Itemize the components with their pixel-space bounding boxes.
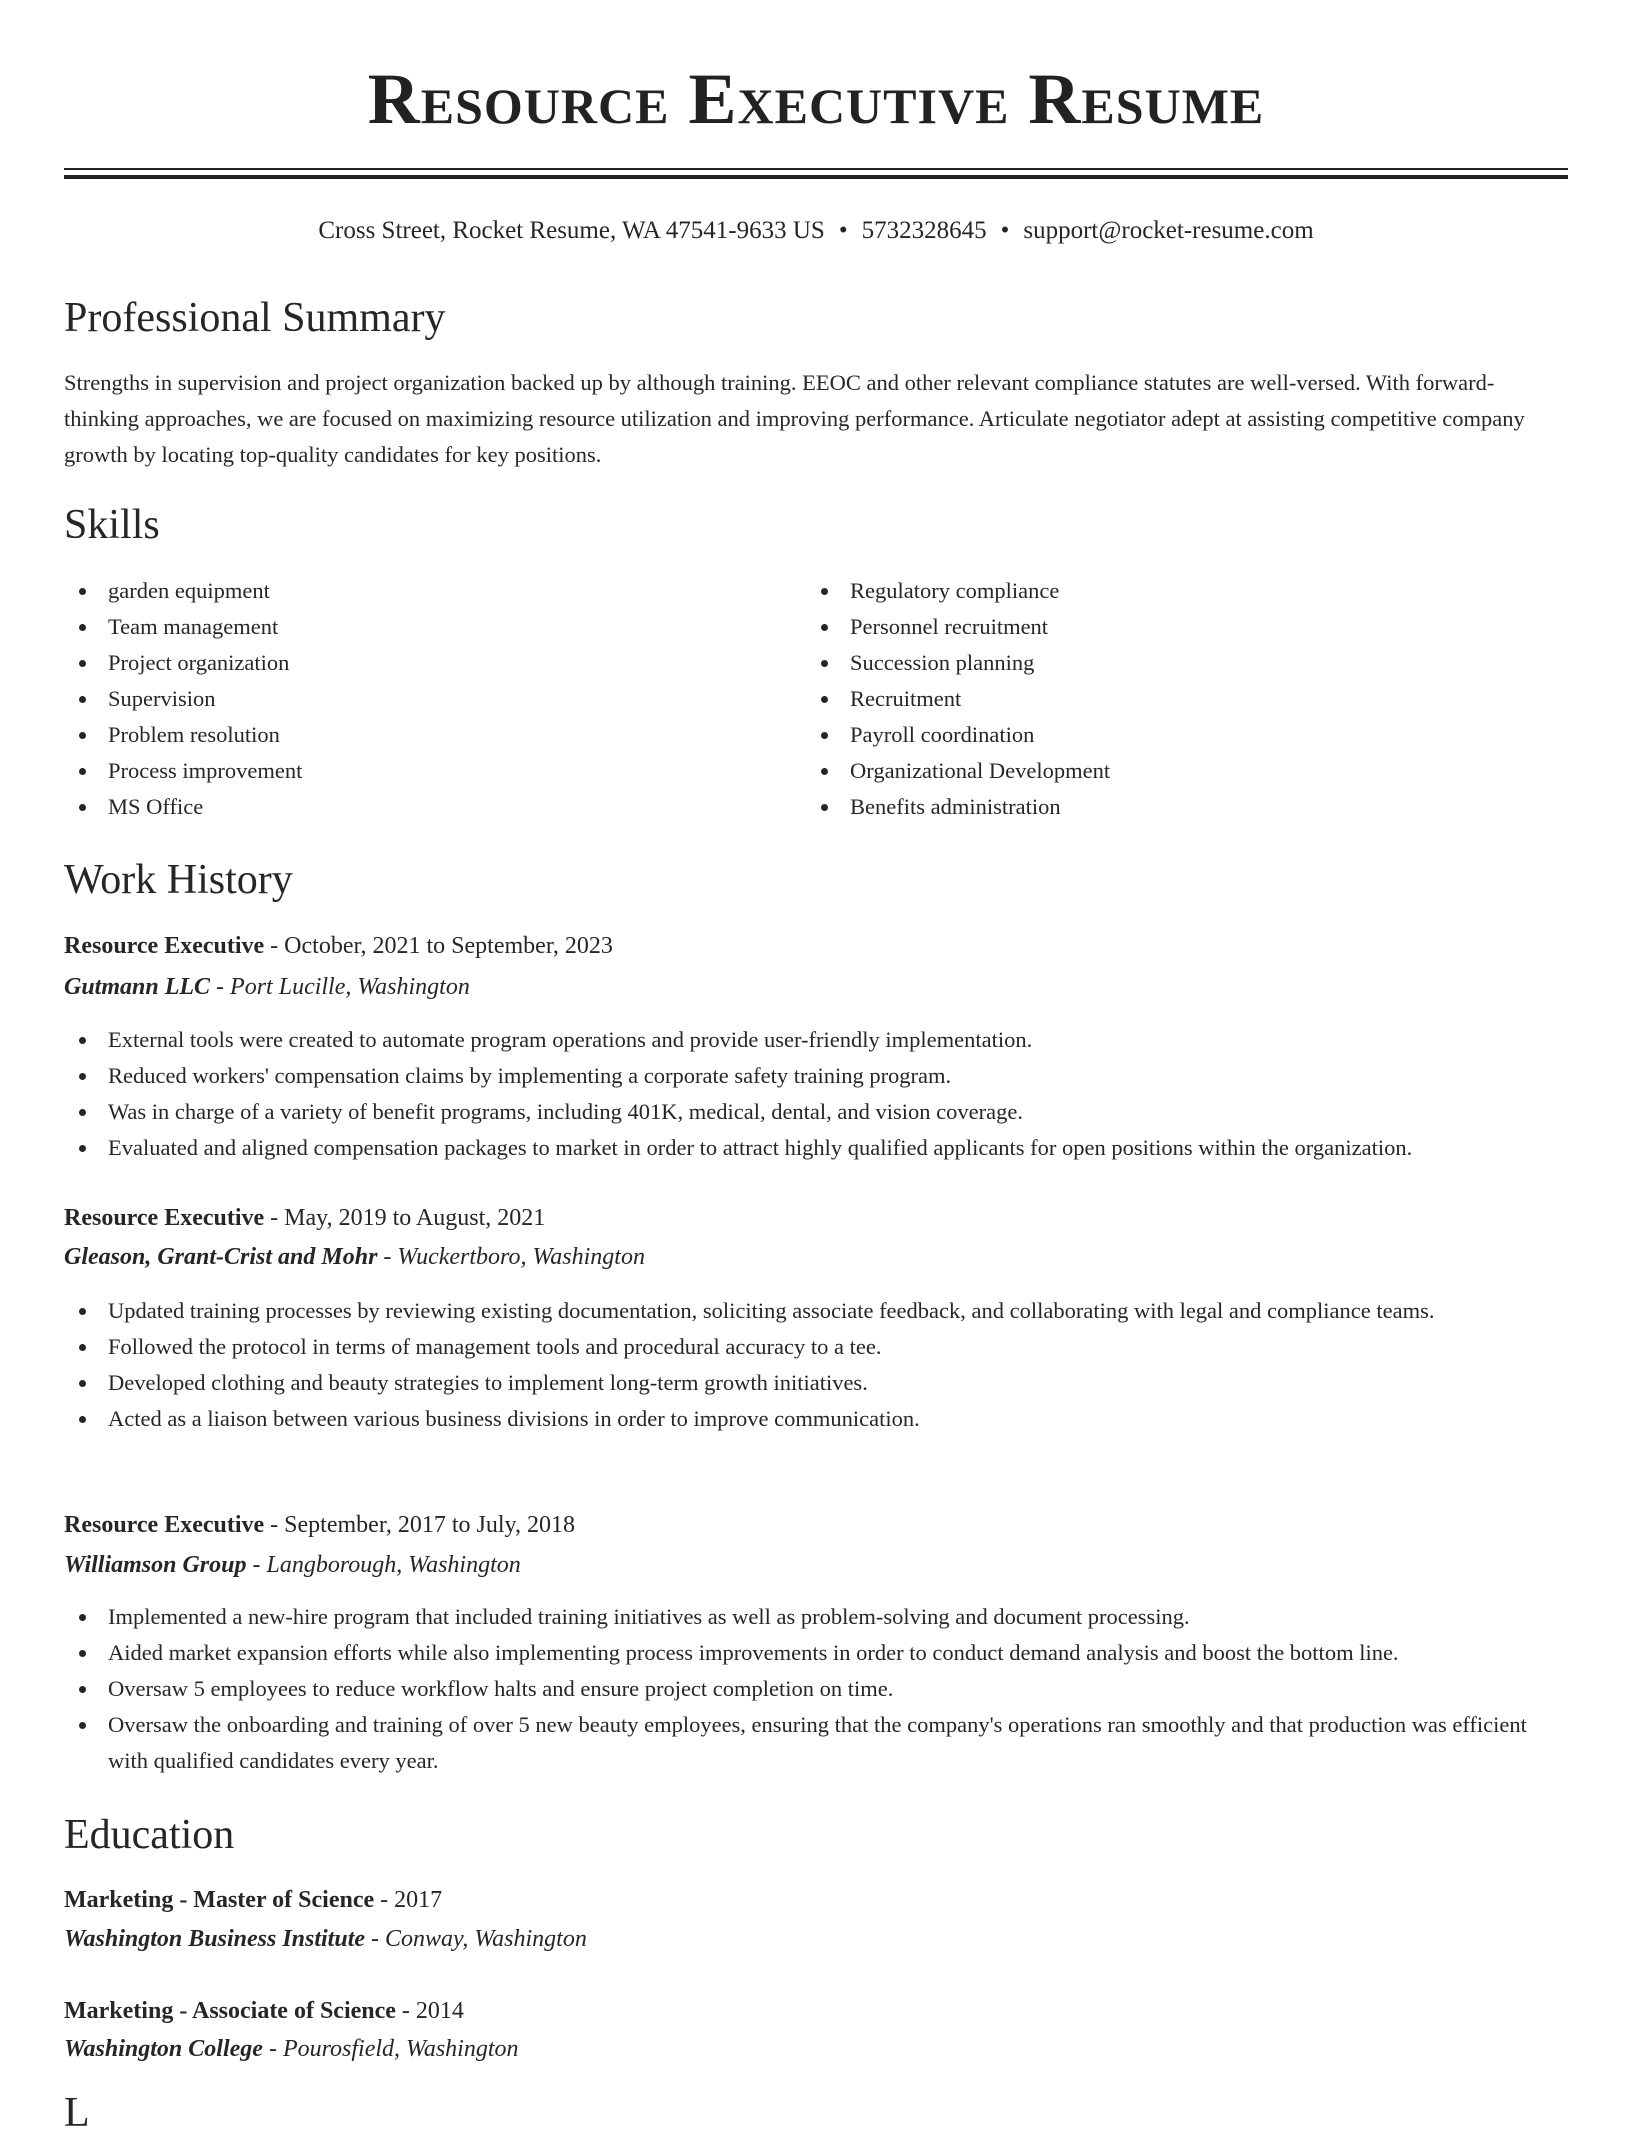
- contact-separator: •: [1000, 217, 1010, 244]
- job-bullet: Updated training processes by reviewing existing documentation, soliciting associate feedback, and collaborating with legal and compliance teams.: [64, 1293, 1568, 1329]
- education-location: Pourosfield, Washington: [282, 2036, 519, 2062]
- education-location: Conway, Washington: [385, 1926, 587, 1952]
- education-header: Marketing - Master of Science - 2017: [64, 1887, 443, 1913]
- job-bullet: Aided market expansion efforts while also implementing process improvements in order to conduct demand analysis and boost the bottom line.: [64, 1635, 1568, 1671]
- skill-item: Succession planning: [806, 645, 1546, 681]
- title-divider-thick: [64, 175, 1568, 179]
- job-bullet: Oversaw 5 employees to reduce workflow halts and ensure project completion on time.: [64, 1671, 1568, 1707]
- job-employer: Gleason, Grant-Crist and Mohr - Wuckertboro, Washington: [64, 1244, 645, 1270]
- job-bullet: Followed the protocol in terms of management tools and procedural accuracy to a tee.: [64, 1329, 1568, 1365]
- education-school: Washington Business Institute: [64, 1926, 366, 1952]
- skills-left-column: [64, 573, 804, 825]
- skill-item: garden equipment: [64, 573, 804, 609]
- contact-phone: 5732328645: [861, 217, 987, 244]
- job-header: Resource Executive - September, 2017 to July, 2018: [64, 1512, 575, 1538]
- education-institution: Washington College - Pourosfield, Washington: [64, 2036, 519, 2062]
- job-employer: Gutmann LLC - Port Lucille, Washington: [64, 974, 470, 1000]
- job-location: Langborough, Washington: [266, 1552, 521, 1578]
- education-year: 2017: [394, 1887, 443, 1913]
- contact-email: support@rocket-resume.com: [1023, 217, 1314, 244]
- job-header: Resource Executive - May, 2019 to August, 2021: [64, 1205, 546, 1231]
- job-bullet: Was in charge of a variety of benefit programs, including 401K, medical, dental, and vision coverage.: [64, 1094, 1568, 1130]
- contact-separator: •: [838, 217, 848, 244]
- job-bullet: Evaluated and aligned compensation packages to market in order to attract highly qualified applicants for open positions within the organization.: [64, 1130, 1568, 1166]
- summary-text: Strengths in supervision and project organization backed up by although training. EEOC and other relevant compliance statutes are well-versed. With forward-thinking approaches, we are focused on maximizing resource utilization and improving performance. Articulate negotiator adept at assisting competitive company growth by locating top-quality candidates for key positions.: [64, 370, 1525, 467]
- work-history-heading: Work History: [64, 857, 293, 903]
- job-dates: September, 2017 to July, 2018: [284, 1512, 575, 1538]
- skill-item: Team management: [64, 609, 804, 645]
- job-bullet: External tools were created to automate program operations and provide user-friendly implementation.: [64, 1022, 1568, 1058]
- job-company: Williamson Group: [64, 1552, 247, 1578]
- skill-item: Organizational Development: [806, 753, 1546, 789]
- job-title: Resource Executive: [64, 1512, 265, 1538]
- job-bullet: Developed clothing and beauty strategies to implement long-term growth initiatives.: [64, 1365, 1568, 1401]
- next-section-heading: L: [64, 2090, 90, 2136]
- title-divider-thin: [64, 168, 1568, 170]
- skill-item: Benefits administration: [806, 789, 1546, 825]
- job-dates: October, 2021 to September, 2023: [284, 933, 613, 959]
- skill-item: Regulatory compliance: [806, 573, 1546, 609]
- job-company: Gutmann LLC: [64, 974, 211, 1000]
- education-heading: Education: [64, 1812, 235, 1858]
- contact-address: Cross Street, Rocket Resume, WA 47541-9633 US: [318, 217, 825, 244]
- job-bullet: Implemented a new-hire program that included training initiatives as well as problem-solving and document processing.: [64, 1599, 1568, 1635]
- job-company: Gleason, Grant-Crist and Mohr: [64, 1244, 378, 1270]
- resume-page: [64, 0, 1568, 2136]
- skill-item: Problem resolution: [64, 717, 804, 753]
- skill-item: MS Office: [64, 789, 804, 825]
- education-institution: Washington Business Institute - Conway, Washington: [64, 1926, 587, 1952]
- job-bullet: Reduced workers' compensation claims by implementing a corporate safety training program.: [64, 1058, 1568, 1094]
- education-degree: Marketing - Master of Science: [64, 1887, 375, 1913]
- education-header: Marketing - Associate of Science - 2014: [64, 1998, 464, 2024]
- job-dates: May, 2019 to August, 2021: [284, 1205, 546, 1231]
- skills-heading: Skills: [64, 502, 160, 548]
- contact-line: [64, 216, 1568, 246]
- job-title: Resource Executive: [64, 933, 265, 959]
- job-bullet: Oversaw the onboarding and training of over 5 new beauty employees, ensuring that the company's operations ran smoothly and that production was efficient with qualified candidates every year.: [64, 1707, 1568, 1779]
- job-location: Port Lucille, Washington: [230, 974, 470, 1000]
- skill-item: Payroll coordination: [806, 717, 1546, 753]
- skill-item: Process improvement: [64, 753, 804, 789]
- job-title: Resource Executive: [64, 1205, 265, 1231]
- education-school: Washington College: [64, 2036, 263, 2062]
- summary-heading: Professional Summary: [64, 295, 446, 341]
- skills-right-column: [806, 573, 1546, 825]
- skill-item: Project organization: [64, 645, 804, 681]
- skill-item: Supervision: [64, 681, 804, 717]
- job-location: Wuckertboro, Washington: [397, 1244, 645, 1270]
- education-year: 2014: [415, 1998, 464, 2024]
- job-employer: Williamson Group - Langborough, Washington: [64, 1552, 521, 1578]
- job-bullet: Acted as a liaison between various business divisions in order to improve communication.: [64, 1401, 1568, 1437]
- job-responsibilities: [64, 1599, 1568, 1779]
- education-degree: Marketing - Associate of Science: [64, 1998, 396, 2024]
- skill-item: Personnel recruitment: [806, 609, 1546, 645]
- resume-title: Resource Executive Resume: [367, 59, 1265, 139]
- skill-item: Recruitment: [806, 681, 1546, 717]
- job-header: Resource Executive - October, 2021 to September, 2023: [64, 933, 613, 959]
- job-responsibilities: [64, 1022, 1568, 1166]
- job-responsibilities: [64, 1293, 1568, 1437]
